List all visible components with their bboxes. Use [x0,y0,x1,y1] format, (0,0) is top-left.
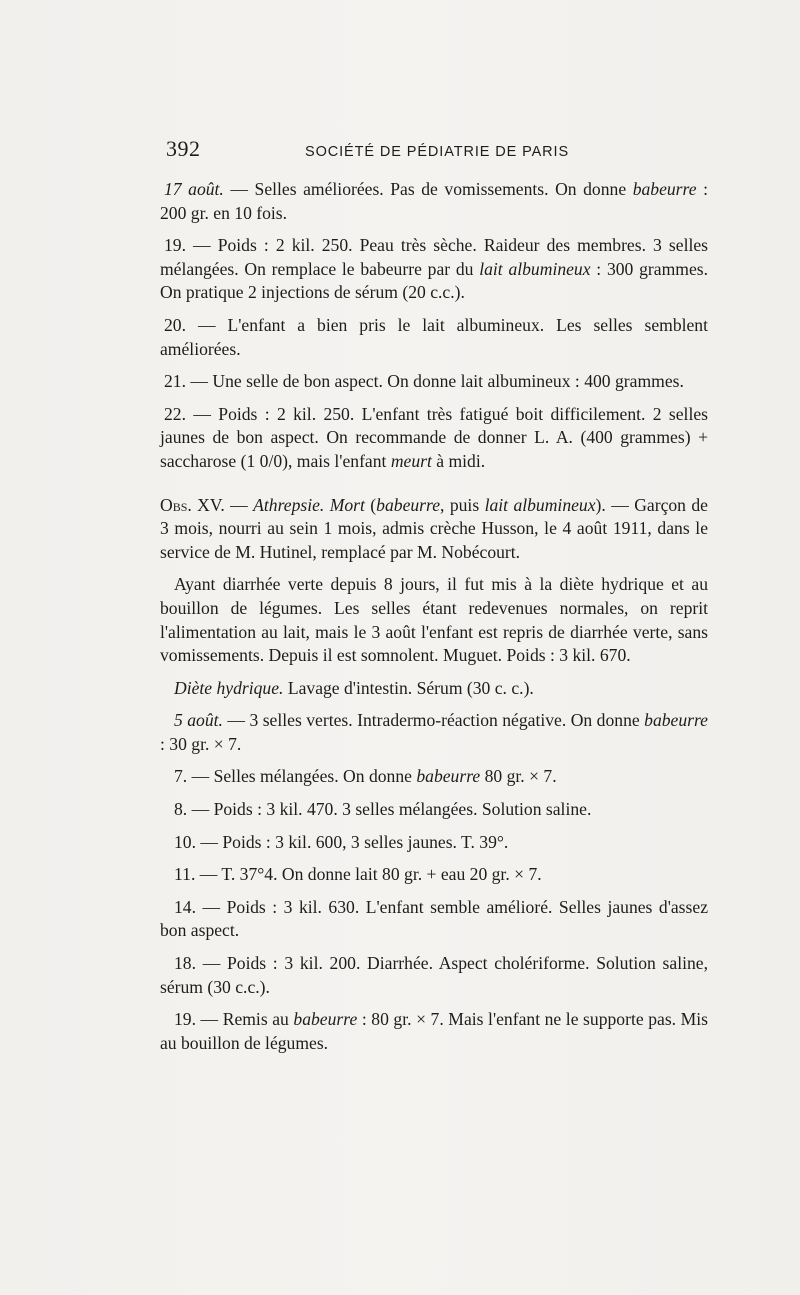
entry-19-final: 19. — Remis au babeurre : 80 gr. × 7. Mais l'enfant ne le supporte pas. Mis au bouillon de légumes. [160,1009,709,1053]
entry-10: 10. — Poids : 3 kil. 600, 3 selles jaunes. T. 39°. [174,831,509,852]
entry-19: 19. — Poids : 2 kil. 250. Peau très sèche. Raideur des membres. 3 selles mélangées. On remplace le babeurre par du lait albumineux : 300 grammes. On pratique 2 injections de sérum (20 c.c.). [160,235,708,303]
entry-17-aout: 17 août. — Selles améliorées. Pas de vomissements. On donne babeurre : 200 gr. en 10 fois. [160,179,708,223]
entry-18: 18. — Poids : 3 kil. 200. Diarrhée. Aspect cholériforme. Solution saline, sérum (30 c.c.). [160,953,708,997]
diete-hydrique: Diète hydrique. Lavage d'intestin. Sérum (30 c. c.). [174,677,534,698]
history-paragraph: Ayant diarrhée verte depuis 8 jours, il fut mis à la diète hydrique et au bouillon de légumes. Les selles étant redevenues normales, on reprit l'alimentation au lait, mais le 3 août l'enfant est repris de diarrhée verte, sans vomissements. Depuis il est somnolent. Muguet. Poids : 3 kil. 670. [160,574,708,666]
entry-5-aout: 5 août. — 3 selles vertes. Intradermo-réaction négative. On donne babeurre : 30 gr. × 7. [160,710,708,754]
observation-heading: Obs. XV. — Athrepsie. Mort (babeurre, puis lait albumineux). — Garçon de 3 mois, nourri au sein 1 mois, admis crèche Husson, le 4 août 1911, dans le service de M. Hutinel, remplacé par M. Nobécourt. [160,494,708,562]
entry-8: 8. — Poids : 3 kil. 470. 3 selles mélangées. Solution saline. [174,799,592,820]
running-title: SOCIÉTÉ DE PÉDIATRIE DE PARIS [305,144,570,160]
entry-20: 20. — L'enfant a bien pris le lait albumineux. Les selles semblent améliorées. [160,314,708,359]
entry-14: 14. — Poids : 3 kil. 630. L'enfant semble amélioré. Selles jaunes d'assez bon aspect. [160,896,708,941]
obs-label: Obs. XV. [160,494,225,515]
obs-title: Athrepsie. Mort [253,494,365,515]
page-number: 392 [166,136,201,161]
date: 17 août. [164,179,224,199]
entry-7: 7. — Selles mélangées. On donne babeurre 80 gr. × 7. [174,766,557,787]
entry-11: 11. — T. 37°4. On donne lait 80 gr. + eau 20 gr. × 7. [174,864,542,885]
date: 5 août. [174,710,223,731]
entry-22: 22. — Poids : 2 kil. 250. L'enfant très fatigué boit difficilement. 2 selles jaunes de bon aspect. On recommande de donner L. A. (400 grammes) + saccharose (1 0/0), mais l'enfant meurt à midi. [160,403,708,471]
page-body [160,178,708,1055]
page-header [160,136,720,166]
entry-21: 21. — Une selle de bon aspect. On donne lait albumineux : 400 grammes. [164,371,684,392]
